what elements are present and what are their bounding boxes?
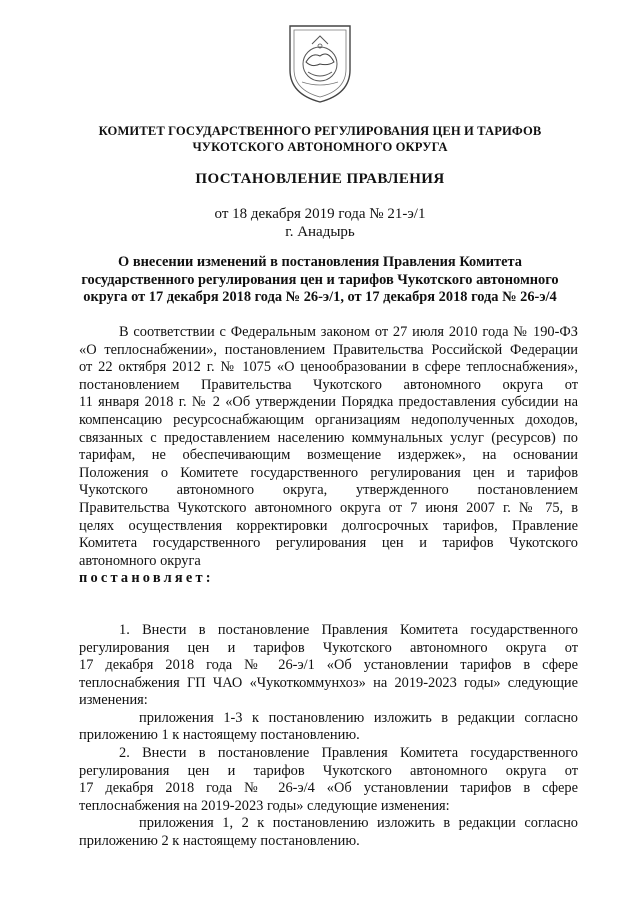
item-1-sub-line: приложению 1 к настоящему постановлению. xyxy=(79,727,360,744)
item-1-line: регулирования цен и тарифов Чукотского автономного округа от xyxy=(79,639,578,656)
subject-line-3: округа от 17 декабря 2018 года № 26-э/1, от 17 декабря 2018 года № 26-э/4 xyxy=(83,289,557,305)
item-2-sub-line: приложения 1, 2 к постановлению изложить в редакции согласно xyxy=(139,815,578,832)
preamble-line: Правительства Чукотского автономного округа от 7 июня 2007 г. № 75, в xyxy=(79,499,578,516)
committee-line-2: ЧУКОТСКОГО АВТОНОМНОГО ОКРУГА xyxy=(192,140,448,154)
preamble-line: 11 января 2018 г. № 2 «Об утверждении Порядка предоставления субсидии на xyxy=(79,394,578,411)
city: г. Анадырь xyxy=(285,224,355,240)
preamble-line: от 22 октября 2012 г. № 1075 «О ценообразовании в сфере теплоснабжения», xyxy=(79,359,578,376)
preamble-line: целях осуществления корректировки долгосрочных тарифов, Правление xyxy=(79,517,578,534)
item-1-line: теплоснабжения ГП ЧАО «Чукоткоммунхоз» на 2019-2023 годы» следующие xyxy=(79,674,578,691)
preamble-line: связанных с предоставлением населению коммунальных услуг (ресурсов) по xyxy=(79,429,578,446)
document-body xyxy=(79,324,578,851)
preamble-line: В соответствии с Федеральным законом от 27 июля 2010 года № 190-ФЗ xyxy=(119,324,578,340)
item-2-line: 2. Внести в постановление Правления Комитета государственного xyxy=(119,745,578,762)
item-1-line: 1. Внести в постановление Правления Комитета государственного xyxy=(119,621,578,638)
item-1-line: изменения: xyxy=(79,692,148,709)
subject-line-1: О внесении изменений в постановления Правления Комитета xyxy=(118,254,522,270)
committee-line-1: КОМИТЕТ ГОСУДАРСТВЕННОГО РЕГУЛИРОВАНИЯ ЦЕН И ТАРИФОВ xyxy=(98,124,542,138)
subject-line-2: государственного регулирования цен и тарифов Чукотского автономного xyxy=(81,271,559,288)
item-1-line: 17 декабря 2018 года № 26-э/1 «Об установлении тарифов в сфере xyxy=(79,657,578,674)
item-1-sub-line: приложения 1-3 к постановлению изложить в редакции согласно xyxy=(139,709,578,726)
document-subject xyxy=(62,254,578,307)
coat-of-arms-emblem xyxy=(284,22,356,104)
document-date-block xyxy=(60,205,580,241)
committee-name xyxy=(60,123,580,155)
item-2-sub-line: приложению 2 к настоящему постановлению. xyxy=(79,833,360,850)
preamble-line: компенсацию ресурсоснабжающим организациям недополученных доходов, xyxy=(79,411,578,428)
document-type-title: ПОСТАНОВЛЕНИЕ ПРАВЛЕНИЯ xyxy=(195,171,445,187)
preamble-line: тарифам, не обеспечивающим возмещение издержек», на основании xyxy=(79,447,578,464)
item-2-line: регулирования цен и тарифов Чукотского автономного округа от xyxy=(79,762,578,779)
preamble-line: автономного округа xyxy=(79,552,201,569)
resolves-word: постановляет: xyxy=(79,570,214,587)
date-and-number: от 18 декабря 2019 года № 21-э/1 xyxy=(214,206,426,222)
preamble-line: Чукотского автономного округа, утвержденного постановлением xyxy=(79,482,578,499)
item-2-line: теплоснабжения на 2019-2023 годы» следующие изменения: xyxy=(79,797,450,814)
preamble-line: Положения о Комитете государственного регулирования цен и тарифов xyxy=(79,464,578,481)
preamble-line: постановлением Правительства Чукотского автономного округа от xyxy=(79,376,578,393)
item-2-line: 17 декабря 2018 года № 26-э/4 «Об установлении тарифов в сфере xyxy=(79,780,578,797)
preamble-line: Комитета государственного регулирования цен и тарифов Чукотского xyxy=(79,535,578,552)
preamble-line: «О теплоснабжении», постановлением Правительства Российской Федерации xyxy=(79,341,578,358)
